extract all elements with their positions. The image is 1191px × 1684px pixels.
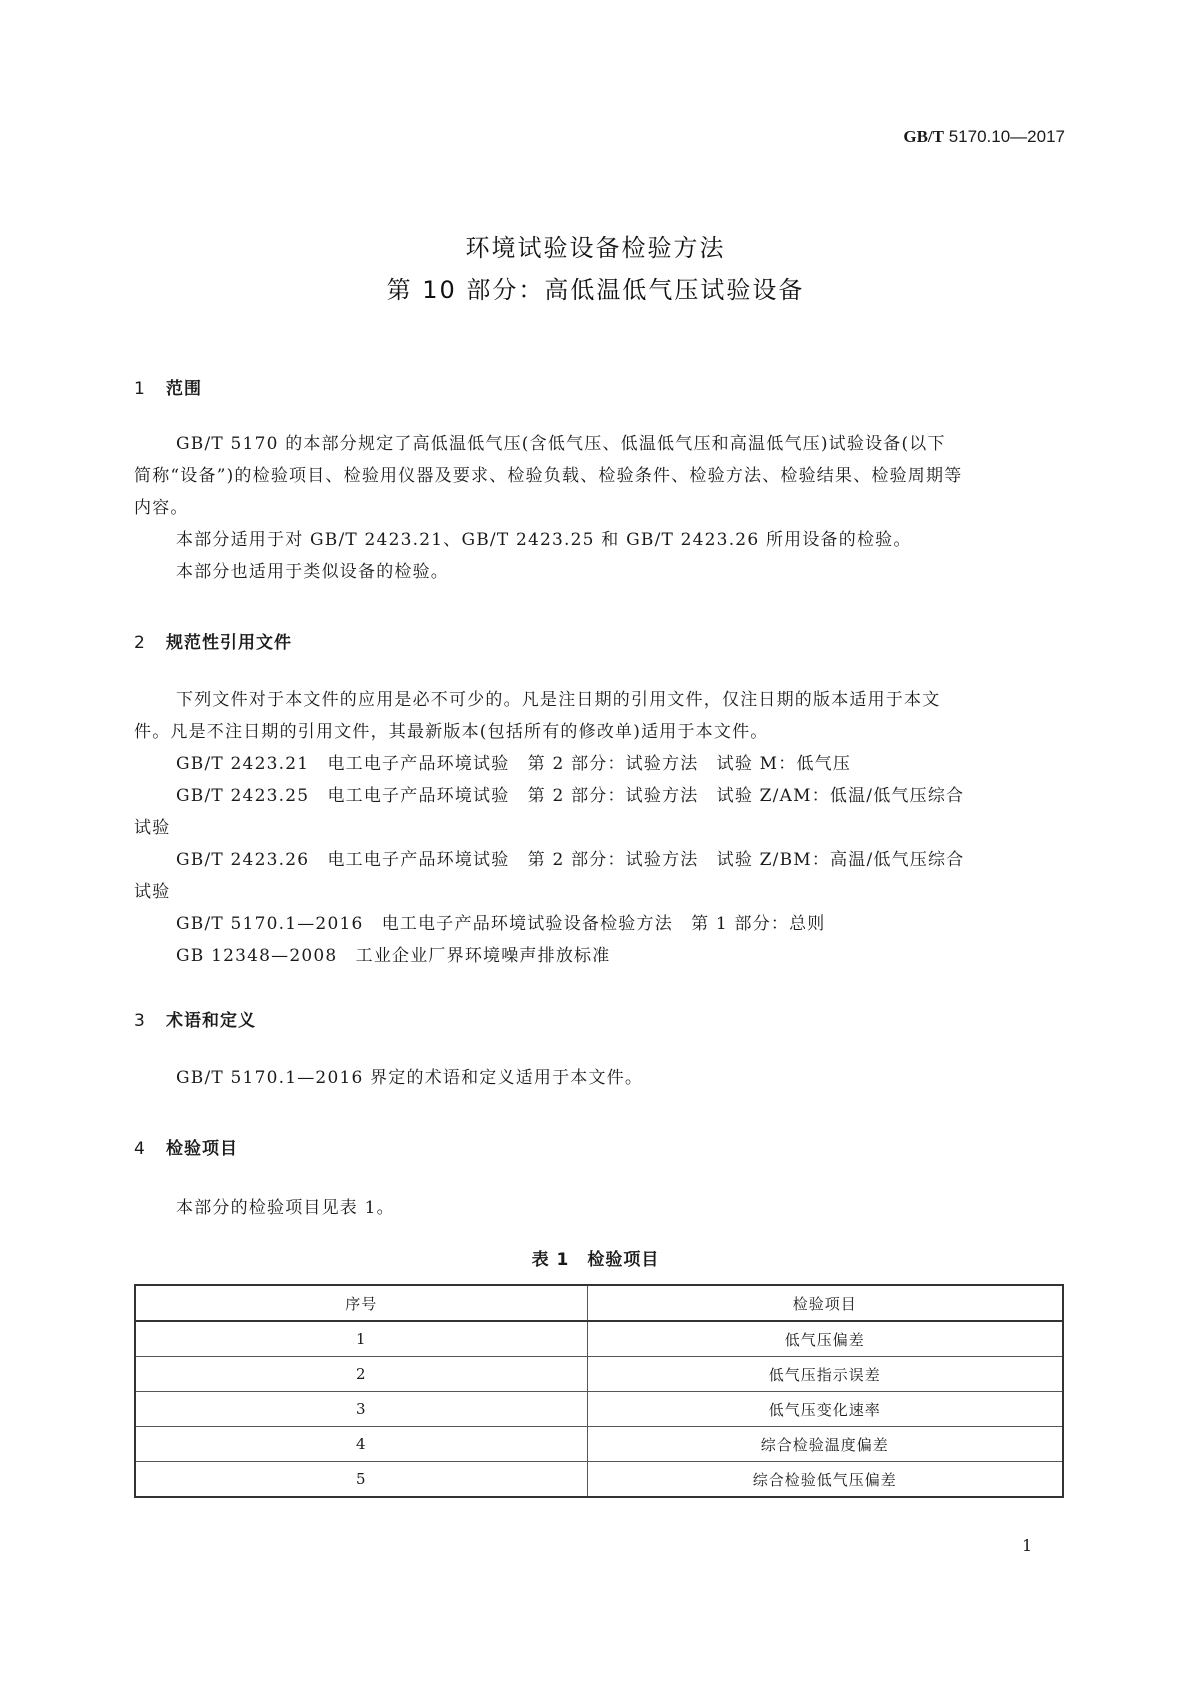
paragraph-line: 本部分也适用于类似设备的检验。 xyxy=(176,562,449,582)
standard-number: 5170.10—2017 xyxy=(948,127,1065,146)
cell-item: 综合检验温度偏差 xyxy=(587,1427,1063,1462)
standard-prefix: GB/T xyxy=(903,127,944,146)
section-2-body xyxy=(134,684,1062,972)
section-1-heading xyxy=(134,374,202,399)
paragraph-line: 本部分的检验项目见表 1。 xyxy=(176,1198,395,1218)
section-number: 2 xyxy=(134,633,146,653)
section-number: 4 xyxy=(134,1139,146,1159)
cell-item: 综合检验低气压偏差 xyxy=(587,1462,1063,1498)
reference-item: GB 12348—2008 工业企业厂界环境噪声排放标准 xyxy=(176,946,611,966)
column-header-item: 检验项目 xyxy=(587,1285,1063,1321)
section-number: 3 xyxy=(134,1011,146,1031)
paragraph-line: 本部分适用于对 GB/T 2423.21、GB/T 2423.25 和 GB/T 2423.26 所用设备的检验。 xyxy=(176,530,912,550)
section-title: 规范性引用文件 xyxy=(166,633,292,653)
section-4-heading xyxy=(134,1134,238,1159)
section-title: 范围 xyxy=(166,379,202,399)
standard-code xyxy=(903,127,1065,147)
cell-seq: 2 xyxy=(135,1357,587,1392)
cell-seq: 1 xyxy=(135,1321,587,1357)
reference-item: GB/T 5170.1—2016 电工电子产品环境试验设备检验方法 第 1 部分：总则 xyxy=(176,914,826,934)
section-number: 1 xyxy=(134,379,146,399)
table-row xyxy=(135,1392,1063,1427)
section-3-body xyxy=(134,1062,1062,1094)
paragraph-line: 件。凡是不注日期的引用文件，其最新版本(包括所有的修改单)适用于本文件。 xyxy=(134,722,769,742)
inspection-items-table xyxy=(134,1284,1064,1498)
table-row xyxy=(135,1321,1063,1357)
cell-seq: 5 xyxy=(135,1462,587,1498)
section-2-heading xyxy=(134,628,292,653)
section-1-body xyxy=(134,428,1062,588)
section-title: 术语和定义 xyxy=(166,1011,256,1031)
reference-item: GB/T 2423.26 电工电子产品环境试验 第 2 部分：试验方法 试验 Z/BM：高温/低气压综合 xyxy=(176,850,965,870)
table-row xyxy=(135,1357,1063,1392)
paragraph-line: GB/T 5170.1—2016 界定的术语和定义适用于本文件。 xyxy=(176,1068,644,1088)
document-subtitle: 第 10 部分：高低温低气压试验设备 xyxy=(386,276,805,304)
table-row xyxy=(135,1427,1063,1462)
paragraph-line: 下列文件对于本文件的应用是必不可少的。凡是注日期的引用文件，仅注日期的版本适用于本文 xyxy=(176,690,941,710)
cell-item: 低气压偏差 xyxy=(587,1321,1063,1357)
reference-item: GB/T 2423.25 电工电子产品环境试验 第 2 部分：试验方法 试验 Z/AM：低温/低气压综合 xyxy=(176,786,965,806)
table-header-row xyxy=(135,1285,1063,1321)
cell-seq: 3 xyxy=(135,1392,587,1427)
cell-item: 低气压变化速率 xyxy=(587,1392,1063,1427)
paragraph-line: GB/T 5170 的本部分规定了高低温低气压(含低气压、低温低气压和高温低气压)试验设备(以下 xyxy=(176,434,946,454)
section-title: 检验项目 xyxy=(166,1139,238,1159)
paragraph-line: 内容。 xyxy=(134,498,189,518)
table-row xyxy=(135,1462,1063,1498)
reference-item: GB/T 2423.21 电工电子产品环境试验 第 2 部分：试验方法 试验 M：低气压 xyxy=(176,754,852,774)
cell-item: 低气压指示误差 xyxy=(587,1357,1063,1392)
cell-seq: 4 xyxy=(135,1427,587,1462)
section-3-heading xyxy=(134,1006,256,1031)
page-number: 1 xyxy=(1022,1536,1033,1555)
paragraph-line: 简称“设备”)的检验项目、检验用仪器及要求、检验负载、检验条件、检验方法、检验结果、检验周期等 xyxy=(134,466,963,486)
reference-item-continuation: 试验 xyxy=(134,818,171,838)
section-4-body xyxy=(134,1192,1062,1224)
table-caption: 表 1 检验项目 xyxy=(531,1250,660,1270)
reference-item-continuation: 试验 xyxy=(134,882,171,902)
column-header-seq: 序号 xyxy=(135,1285,587,1321)
document-title: 环境试验设备检验方法 xyxy=(465,234,726,262)
